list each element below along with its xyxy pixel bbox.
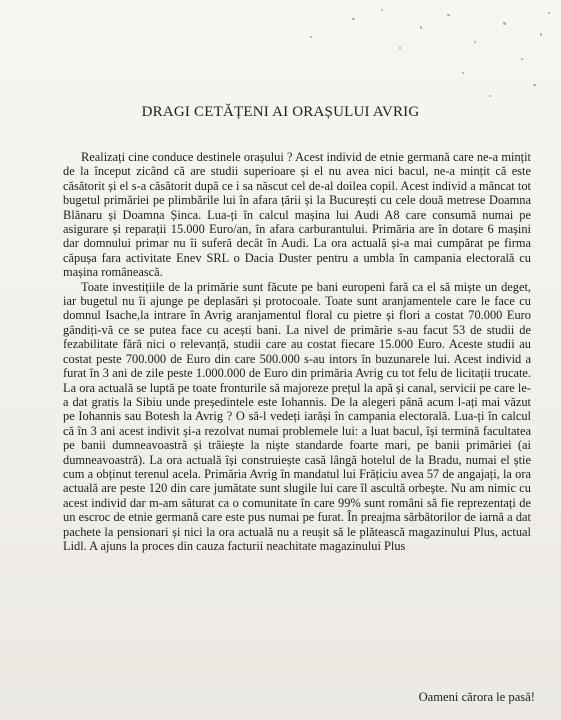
document-title: DRAGI CETĂȚENI AI ORAȘULUI AVRIG <box>141 104 420 120</box>
toner-speck <box>548 12 550 14</box>
toner-speck <box>503 22 506 25</box>
toner-speck <box>420 26 422 29</box>
toner-speck <box>521 58 523 60</box>
toner-speck <box>462 72 464 74</box>
paragraph: Realizați cine conduce destinele orașului ? Acest individ de etnie germană care ne-a mințit de la început zicând că are studii superioare și el nu avea nici bacul, ne-a mințit că este căsătorit și el s-a căsătorit după ce i sa născut cel de-al doilea copil. Acest individ a mâncat tot bugetul primăriei pe plimbările lui în afara țării și la București cu cele două metrese Doamna Blănaru și Doamna Șinca. Lua-ți în calcul mașina lui Audi A8 care consumă numai pe asigurare și reparații 15.000 Euro/an, în afara carburantului. Primăria are în dotare 6 mașini dar domnului primar nu îi suferă decât în Audi. La ora actuală și-a mai cumpărat pe firma căpușa fara activitate Enev SRL o Dacia Duster pentru a umbla în campania electorală cu mașina românească. <box>63 150 531 280</box>
toner-speck <box>533 84 536 86</box>
document-body <box>63 150 531 553</box>
toner-speck <box>310 36 312 38</box>
toner-speck <box>474 41 476 43</box>
signature: Oameni cărora le pasă! <box>418 690 535 704</box>
toner-speck <box>540 33 542 36</box>
toner-speck <box>399 47 401 49</box>
toner-speck <box>381 9 383 11</box>
toner-speck <box>352 18 355 20</box>
toner-speck <box>489 95 491 97</box>
toner-speck <box>447 14 450 16</box>
paragraph: Toate investițiile de la primărie sunt făcute pe bani europeni fară ca el să miște un deget, iar bugetul nu îi ajunge pe deplasări și protocoale. Toate sunt aranjamentele care le face cu domnul Isache,la intrare în Avrig aranjamentul floral cu pietre și flori a costat 70.000 Euro gândiți-vă ce se putea face cu acești bani. La nivel de primărie s-au facut 53 de studii de fezabilitate fără nici o relevanță, studii care au costat fiecare 15.000 Euro. Aceste studii au costat peste 700.000 de Euro din care 500.000 s-au intors în buzunarele lui. Acest individ a furat în 3 ani de zile peste 1.000.000 de Euro din primăria Avrig cu tot felu de licitații trucate. La ora actuală se luptă pe toate fronturile să majoreze prețul la apă și canal, servicii pe care le-a dat gratis la Sibiu unde președintele este Iohannis. De la alegeri până acum l-ați mai văzut pe Iohannis sau Botesh la Avrig ? O să-l vedeți iarăși în campania electorală. Lua-ți în calcul că în 3 ani acest indivit și-a rezolvat numai problemele lui: a luat bacul, își termină facultatea pe banii dumneavoastră și trăiește la niște standarde foarte mari, pe banii primăriei (ai dumneavoastră). La ora actuală își construiește casă lângă hotelul de la Bradu, numai el știe cum a obținut terenul acela. Primăria Avrig în mandatul lui Frățiciu avea 57 de angajați, la ora actuală are peste 120 din care jumătate sunt slugile lui care îl ascultă orbește. Nu am nimic cu acest individ dar m-am săturat ca o comunitate în care 99% sunt români să fie reprezentați de un escroc de etnie germană care este pus numai pe furat. În preajma sărbătorilor de iarnă a dat pachete la pensionari și nici la ora actuală nu a reușit să le plătească magazinului Plus, actual Lidl. A ajuns la proces din cauza facturii neachitate magazinului Plus <box>63 279 531 553</box>
